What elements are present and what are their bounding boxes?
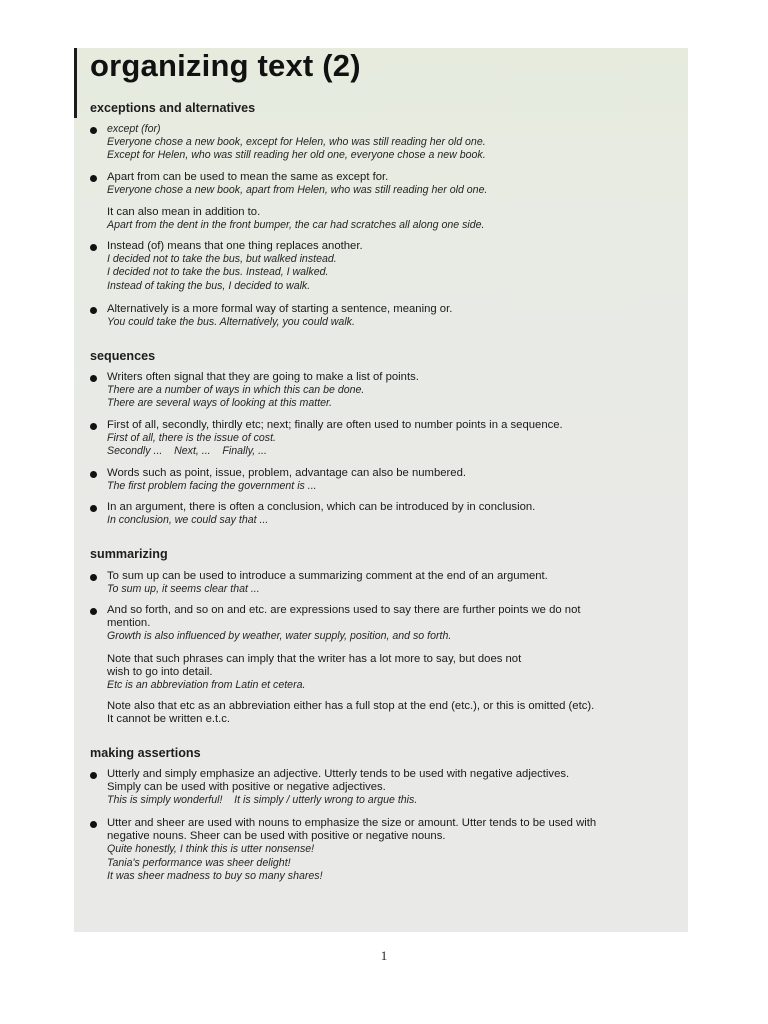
list-item [90,817,680,883]
example-line: Everyone chose a new book, apart from Helen, who was still reading her old one. [107,184,488,197]
bullet-icon [90,175,97,182]
page-edge-mark [74,48,77,118]
bullet-icon [90,505,97,512]
example-line: The first problem facing the government is ... [107,480,317,493]
item-text: Writers often signal that they are going to make a list of points. [107,371,419,383]
item-text: In an argument, there is often a conclusion, which can be introduced by in conclusion. [107,501,536,513]
bullet-icon [90,423,97,430]
item-text: mention. [107,617,151,630]
note-block [107,700,682,726]
bullet-icon [90,244,97,251]
example-line: It was sheer madness to buy so many shares! [107,869,323,882]
item-text: To sum up can be used to introduce a summarizing comment at the end of an argument. [107,570,548,582]
bullet-icon [90,772,97,779]
item-text: Utter and sheer are used with nouns to emphasize the size or amount. Utter tends to be used with [107,817,597,829]
page-title: organizing text (2) [90,48,361,83]
list-item [90,570,680,596]
bullet-icon [90,307,97,314]
section-heading-sequences: sequences [90,349,156,363]
example-line: Except for Helen, who was still reading her old one, everyone chose a new book. [107,149,486,162]
note-text: Note also that etc as an abbreviation either has a full stop at the end (etc.), or this is omitted (etc). [107,700,595,712]
bullet-icon [90,375,97,382]
section-heading-summarizing: summarizing [90,547,168,561]
bullet-icon [90,471,97,478]
example-line: Tania's performance was sheer delight! [107,856,291,869]
item-text: Words such as point, issue, problem, advantage can also be numbered. [107,467,466,479]
example-line: To sum up, it seems clear that ... [107,583,260,596]
section-heading-assertions: making assertions [90,746,201,760]
list-item [90,303,680,329]
section-heading-exceptions: exceptions and alternatives [90,101,256,115]
note-block [107,206,682,232]
example-line: I decided not to take the bus, but walked instead. [107,253,337,266]
list-item [90,123,680,163]
item-text: Instead (of) means that one thing replaces another. [107,240,363,252]
note-text: wish to go into detail. [107,666,213,679]
example-line: I decided not to take the bus. Instead, I walked. [107,266,329,279]
list-item [90,419,680,459]
example-line: There are several ways of looking at this matter. [107,397,333,410]
item-text: negative nouns. Sheer can be used with positive or negative nouns. [107,830,446,843]
page-number: 1 [380,948,388,963]
item-text: Apart from can be used to mean the same as except for. [107,171,389,183]
note-text: It can also mean in addition to. [107,206,261,218]
item-term: except (for) [107,123,161,135]
item-text: Alternatively is a more formal way of starting a sentence, meaning or. [107,303,453,315]
item-text: Utterly and simply emphasize an adjective. Utterly tends to be used with negative adjectives. [107,768,570,780]
example-line: Growth is also influenced by weather, water supply, position, and so forth. [107,630,452,643]
list-item [90,501,680,527]
list-item [90,604,680,644]
example-line: Quite honestly, I think this is utter nonsense! [107,843,315,856]
list-item [90,768,680,808]
list-item [90,171,680,197]
example-line: First of all, there is the issue of cost. [107,432,276,445]
note-text: Note that such phrases can imply that the writer has a lot more to say, but does not [107,653,522,665]
bullet-icon [90,608,97,615]
list-item [90,371,680,411]
item-text: And so forth, and so on and etc. are expressions used to say there are further points we do not [107,604,581,616]
example-line: There are a number of ways in which this can be done. [107,384,365,397]
example-line: You could take the bus. Alternatively, you could walk. [107,316,355,329]
bullet-icon [90,821,97,828]
item-text: Simply can be used with positive or negative adjectives. [107,781,386,794]
example-line: In conclusion, we could say that ... [107,514,269,527]
example-line: Etc is an abbreviation from Latin et cetera. [107,679,306,692]
item-text: First of all, secondly, thirdly etc; next; finally are often used to number points in a sequence. [107,419,563,431]
example-line: Apart from the dent in the front bumper, the car had scratches all along one side. [107,219,485,232]
bullet-icon [90,574,97,581]
example-line: Everyone chose a new book, except for Helen, who was still reading her old one. [107,136,486,149]
list-item [90,240,680,293]
example-line: This is simply wonderful! It is simply / utterly wrong to argue this. [107,794,418,807]
bullet-icon [90,127,97,134]
example-line: Secondly ... Next, ... Finally, ... [107,445,267,458]
example-line: Instead of taking the bus, I decided to walk. [107,279,311,292]
note-text: It cannot be written e.t.c. [107,713,231,726]
note-block [107,653,682,693]
list-item [90,467,680,493]
